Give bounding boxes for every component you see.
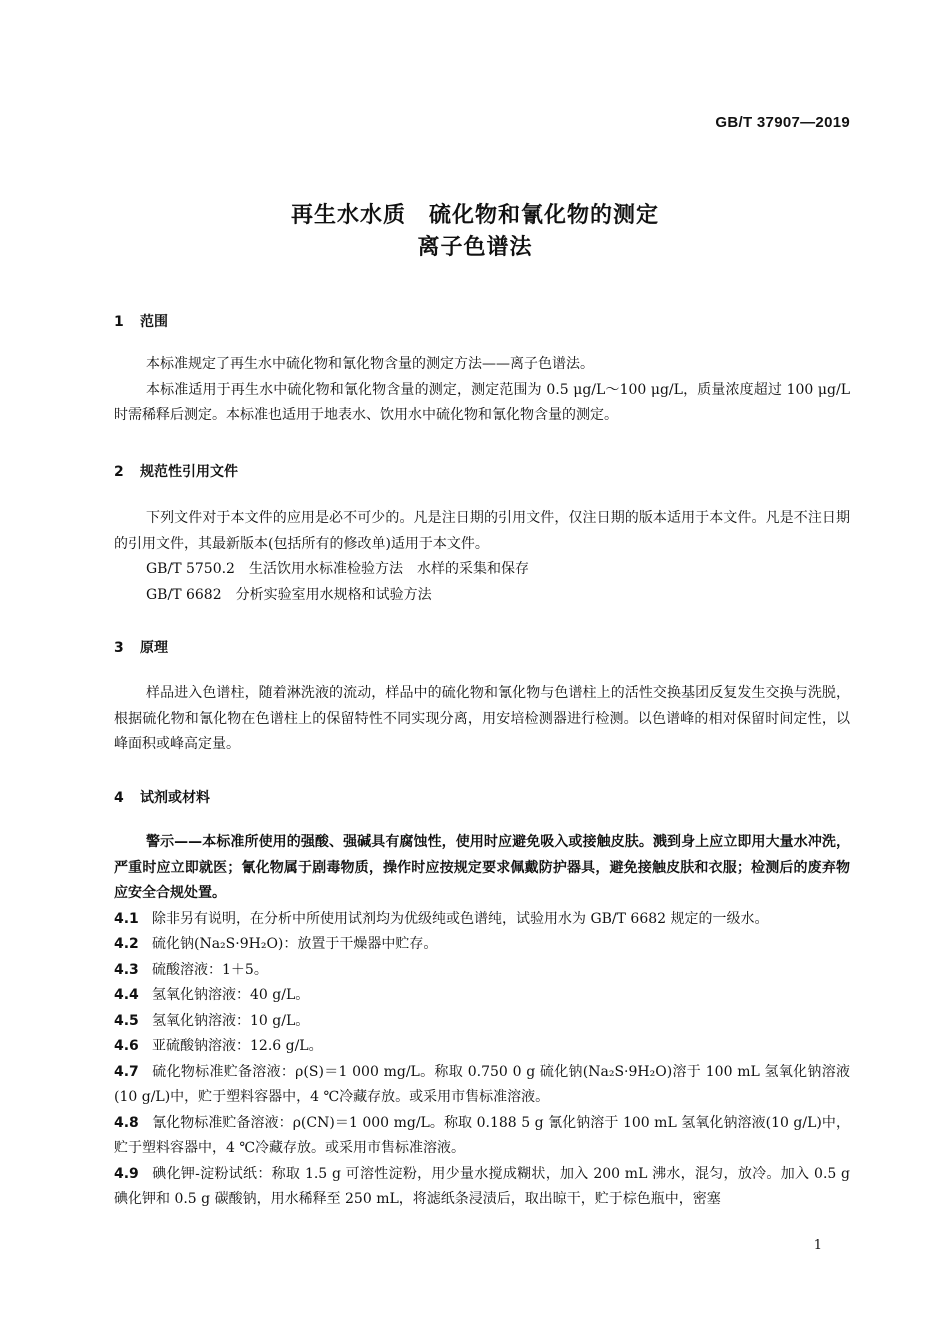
document-title: 再生水水质 硫化物和氰化物的测定 xyxy=(290,203,659,228)
list-item xyxy=(114,1060,850,1111)
section-number: 2 xyxy=(114,464,124,480)
section-number: 4 xyxy=(114,790,124,806)
list-item xyxy=(114,907,850,933)
list-item xyxy=(114,1111,850,1162)
warning-paragraph: 警示——本标准所使用的强酸、强碱具有腐蚀性，使用时应避免吸入或接触皮肤。溅到身上应立即用大量水冲洗，严重时应立即就医；氰化物属于剧毒物质，操作时应按规定要求佩戴防护器具，避免接触皮肤和衣服；检测后的废弃物应安全合规处置。 xyxy=(114,834,850,901)
section-title: 规范性引用文件 xyxy=(140,464,238,480)
item-text: 氰化物标准贮备溶液：ρ(CN)＝1 000 mg/L。称取 0.188 5 g 氰化钠溶于 100 mL 氢氧化钠溶液(10 g/L)中，贮于塑料容器中，4 ℃冷藏存放。或采用市售标准溶液。 xyxy=(114,1114,850,1156)
section-body-normative-references xyxy=(114,506,850,608)
paragraph: 下列文件对于本文件的应用是必不可少的。凡是注日期的引用文件，仅注日期的版本适用于本文件。凡是不注日期的引用文件，其最新版本(包括所有的修改单)适用于本文件。 xyxy=(114,510,850,552)
section-heading-scope xyxy=(114,311,168,331)
list-item xyxy=(114,1162,850,1213)
list-item xyxy=(114,1009,850,1035)
item-text: 硫酸溶液：1＋5。 xyxy=(152,961,268,978)
item-number: 4.9 xyxy=(114,1165,139,1182)
item-number: 4.1 xyxy=(114,910,139,927)
list-item xyxy=(114,932,850,958)
item-number: 4.3 xyxy=(114,961,139,978)
document-subtitle: 离子色谱法 xyxy=(417,235,533,260)
reference-item: GB/T 5750.2 生活饮用水标准检验方法 水样的采集和保存 xyxy=(146,561,529,577)
document-code: GB/T 37907—2019 xyxy=(715,114,850,131)
section-body-reagents xyxy=(114,830,850,1213)
item-text: 亚硫酸钠溶液：12.6 g/L。 xyxy=(152,1038,323,1054)
paragraph: 本标准适用于再生水中硫化物和氰化物含量的测定，测定范围为 0.5 μg/L～100 μg/L，质量浓度超过 100 μg/L 时需稀释后测定。本标准也适用于地表水、饮用水中硫化物和氰化物含量的测定。 xyxy=(114,381,850,423)
section-title: 范围 xyxy=(140,314,168,330)
list-item xyxy=(114,983,850,1009)
section-heading-principle xyxy=(114,637,168,657)
item-text: 氢氧化钠溶液：40 g/L。 xyxy=(152,987,310,1003)
item-text: 碘化钾-淀粉试纸：称取 1.5 g 可溶性淀粉，用少量水搅成糊状，加入 200 mL 沸水，混匀，放冷。加入 0.5 g 碘化钾和 0.5 g 碳酸钠，用水稀释至 250 mL，将滤纸条浸渍后，取出晾干，贮于棕色瓶中，密塞 xyxy=(114,1165,850,1207)
section-title: 原理 xyxy=(140,640,168,656)
item-text: 硫化钠(Na₂S·9H₂O)：放置于干燥器中贮存。 xyxy=(152,936,438,952)
section-heading-reagents xyxy=(114,787,210,807)
item-text: 除非另有说明，在分析中所使用试剂均为优级纯或色谱纯，试验用水为 GB/T 6682 规定的一级水。 xyxy=(152,910,769,927)
reference-item: GB/T 6682 分析实验室用水规格和试验方法 xyxy=(146,586,432,603)
item-number: 4.5 xyxy=(114,1012,139,1029)
paragraph: 样品进入色谱柱，随着淋洗液的流动，样品中的硫化物和氰化物与色谱柱上的活性交换基团反复发生交换与洗脱，根据硫化物和氰化物在色谱柱上的保留特性不同实现分离，用安培检测器进行检测。以色谱峰的相对保留时间定性，以峰面积或峰高定量。 xyxy=(114,685,850,752)
list-item xyxy=(114,1034,850,1060)
section-body-principle xyxy=(114,681,850,758)
item-text: 硫化物标准贮备溶液：ρ(S)＝1 000 mg/L。称取 0.750 0 g 硫化钠(Na₂S·9H₂O)溶于 100 mL 氢氧化钠溶液(10 g/L)中，贮于塑料容器中，4 ℃冷藏存放。或采用市售标准溶液。 xyxy=(114,1063,850,1105)
list-item xyxy=(114,958,850,984)
item-text: 氢氧化钠溶液：10 g/L。 xyxy=(152,1012,310,1029)
section-heading-normative-references xyxy=(114,461,238,481)
item-number: 4.4 xyxy=(114,987,139,1003)
page-number: 1 xyxy=(813,1238,822,1253)
item-number: 4.6 xyxy=(114,1038,139,1054)
item-number: 4.2 xyxy=(114,936,139,952)
paragraph: 本标准规定了再生水中硫化物和氰化物含量的测定方法——离子色谱法。 xyxy=(146,356,594,372)
section-title: 试剂或材料 xyxy=(140,790,210,806)
section-number: 1 xyxy=(114,314,124,330)
section-body-scope xyxy=(114,352,850,429)
section-number: 3 xyxy=(114,640,124,656)
item-number: 4.8 xyxy=(114,1114,139,1131)
item-number: 4.7 xyxy=(114,1063,139,1080)
